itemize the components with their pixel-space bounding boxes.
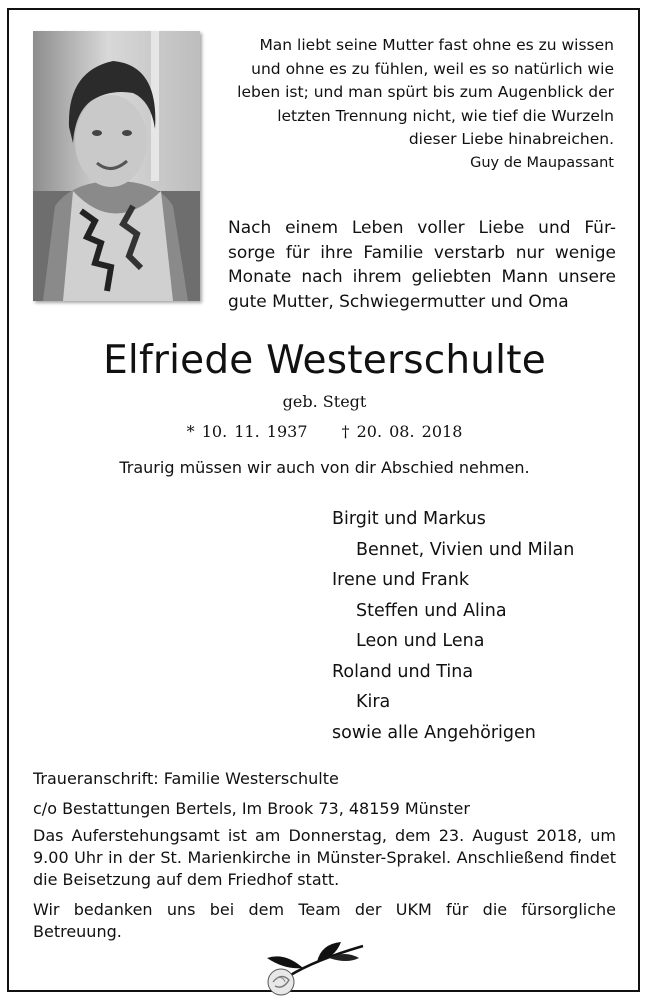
mourner-entry: Birgit und Markus (332, 509, 486, 529)
life-dates (0, 422, 649, 441)
rose-icon (255, 938, 365, 998)
quote-line: Man liebt seine Mutter fast ohne es zu wissen (259, 36, 614, 54)
service-info: Das Auferstehungsamt ist am Donnerstag, dem 23. August 2018, um 9.00 Uhr in der St. Marienkirche in Münster-Sprakel. Anschließend findet die Beisetzung auf dem Friedhof statt. (33, 826, 616, 889)
portrait-illustration (33, 31, 200, 301)
birth-date: * 10. 11. 1937 (186, 422, 308, 441)
address-line: c/o Bestattungen Bertels, Im Brook 73, 48159 Münster (33, 799, 470, 818)
portrait-photo (33, 31, 200, 301)
quote-text (218, 34, 614, 152)
quote-line: und ohne es zu fühlen, weil es so natürlich wie (251, 59, 614, 78)
mourner-entry: Leon und Lena (356, 631, 485, 651)
mourner-entry: Kira (356, 692, 391, 712)
deceased-name: Elfriede Westerschulte (103, 338, 546, 383)
death-date: † 20. 08. 2018 (341, 422, 463, 441)
mourner-entry: Roland und Tina (332, 661, 474, 682)
quote-line: leben ist; und man spürt bis zum Augenblick der (237, 83, 614, 101)
mourners-list (332, 504, 574, 748)
farewell-text: Traurig müssen wir auch von dir Abschied nehmen. (119, 458, 530, 477)
mourner-entry: Steffen und Alina (356, 600, 507, 621)
thanks-text: Wir bedanken uns bei dem Team der UKM für die fürsorgliche Betreuung. (33, 900, 616, 941)
address-line: Traueranschrift: Familie Westerschulte (33, 769, 339, 788)
quote-line: letzten Trennung nicht, wie tief die Wurzeln (277, 106, 614, 125)
mourner-entry: Bennet, Vivien und Milan (356, 539, 575, 560)
quote-author: Guy de Maupassant (470, 155, 614, 171)
mourning-address (33, 764, 470, 824)
quote-line: dieser Liebe hinabreichen. (408, 130, 614, 148)
intro-text: Nach einem Leben voller Liebe und Für- sorge für ihre Familie verstarb nur wenige Monate nach ihrem geliebten Mann unsere gute Mutter, Schwiegermutter und Oma (228, 218, 616, 312)
mourner-entry: sowie alle Angehörigen (332, 722, 536, 743)
maiden-name: geb. Stegt (282, 392, 367, 411)
mourner-entry: Irene und Frank (332, 570, 469, 590)
